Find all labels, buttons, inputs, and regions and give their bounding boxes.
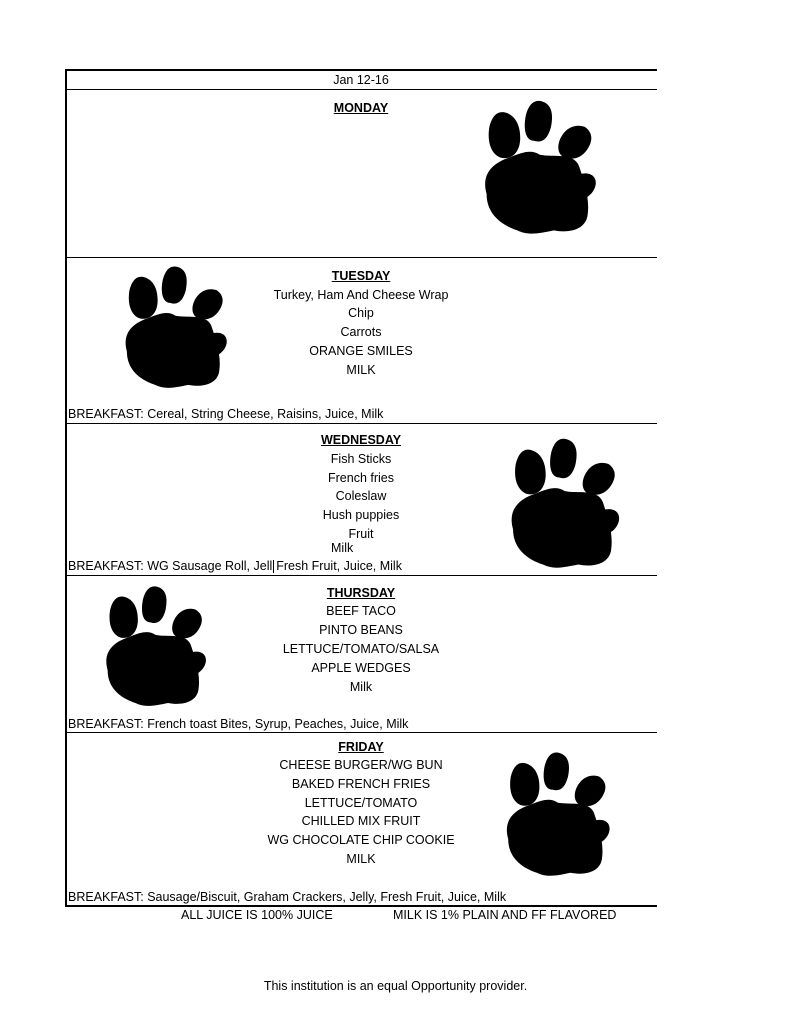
breakfast-text-part: Fresh Fruit, Juice, Milk	[276, 559, 402, 573]
breakfast-text-part: BREAKFAST: WG Sausage Roll, Jell	[68, 559, 273, 573]
paw-print-icon	[493, 434, 631, 570]
row-divider	[66, 575, 657, 576]
wednesday-title: WEDNESDAY	[320, 433, 402, 447]
paw-print-icon	[84, 582, 222, 708]
menu-item: Fruit	[348, 527, 374, 541]
menu-item: CHEESE BURGER/WG BUN	[279, 758, 443, 772]
paw-print-icon	[466, 96, 608, 236]
menu-item: WG CHOCOLATE CHIP COOKIE	[267, 833, 455, 847]
menu-item: Chip	[348, 306, 374, 320]
menu-item: Fish Sticks	[330, 452, 392, 466]
thursday-title: THURSDAY	[326, 586, 396, 600]
row-divider	[66, 257, 657, 258]
menu-item: MILK	[346, 363, 376, 377]
menu-item: Carrots	[340, 325, 382, 339]
menu-item: French fries	[328, 471, 394, 485]
cell-divider	[273, 560, 274, 573]
menu-item: Hush puppies	[322, 508, 400, 522]
row-divider	[66, 89, 657, 90]
menu-item: BEEF TACO	[326, 604, 396, 618]
menu-item: MILK	[346, 852, 376, 866]
breakfast-line: BREAKFAST: French toast Bites, Syrup, Peaches, Juice, Milk	[68, 717, 409, 731]
menu-item: LETTUCE/TOMATO/SALSA	[282, 642, 440, 656]
breakfast-line	[68, 559, 402, 574]
row-divider	[66, 423, 657, 424]
menu-item: LETTUCE/TOMATO	[304, 796, 418, 810]
table-top-border	[66, 69, 657, 71]
footer-statement: This institution is an equal Opportunity provider.	[263, 979, 528, 993]
menu-item: CHILLED MIX FRUIT	[301, 814, 421, 828]
menu-item: APPLE WEDGES	[311, 661, 411, 675]
milk-note: MILK IS 1% PLAIN AND FF FLAVORED	[393, 908, 617, 922]
friday-title: FRIDAY	[338, 740, 384, 754]
menu-item: PINTO BEANS	[319, 623, 403, 637]
paw-print-icon	[486, 748, 624, 878]
menu-item: BAKED FRENCH FRIES	[291, 777, 431, 791]
breakfast-line: BREAKFAST: Sausage/Biscuit, Graham Crackers, Jelly, Fresh Fruit, Juice, Milk	[68, 890, 507, 904]
menu-item: Milk	[331, 541, 354, 555]
menu-item: Turkey, Ham And Cheese Wrap	[273, 288, 449, 302]
monday-title: MONDAY	[333, 101, 389, 115]
breakfast-line: BREAKFAST: Cereal, String Cheese, Raisins, Juice, Milk	[68, 407, 384, 421]
menu-item: Coleslaw	[335, 489, 387, 503]
row-divider	[66, 732, 657, 733]
menu-item: Milk	[349, 680, 373, 694]
juice-note: ALL JUICE IS 100% JUICE	[181, 908, 333, 922]
week-title: Jan 12-16	[333, 73, 389, 87]
menu-item: ORANGE SMILES	[309, 344, 413, 358]
tuesday-title: TUESDAY	[331, 269, 391, 283]
table-bottom-border	[66, 905, 657, 907]
paw-print-icon	[102, 262, 244, 390]
